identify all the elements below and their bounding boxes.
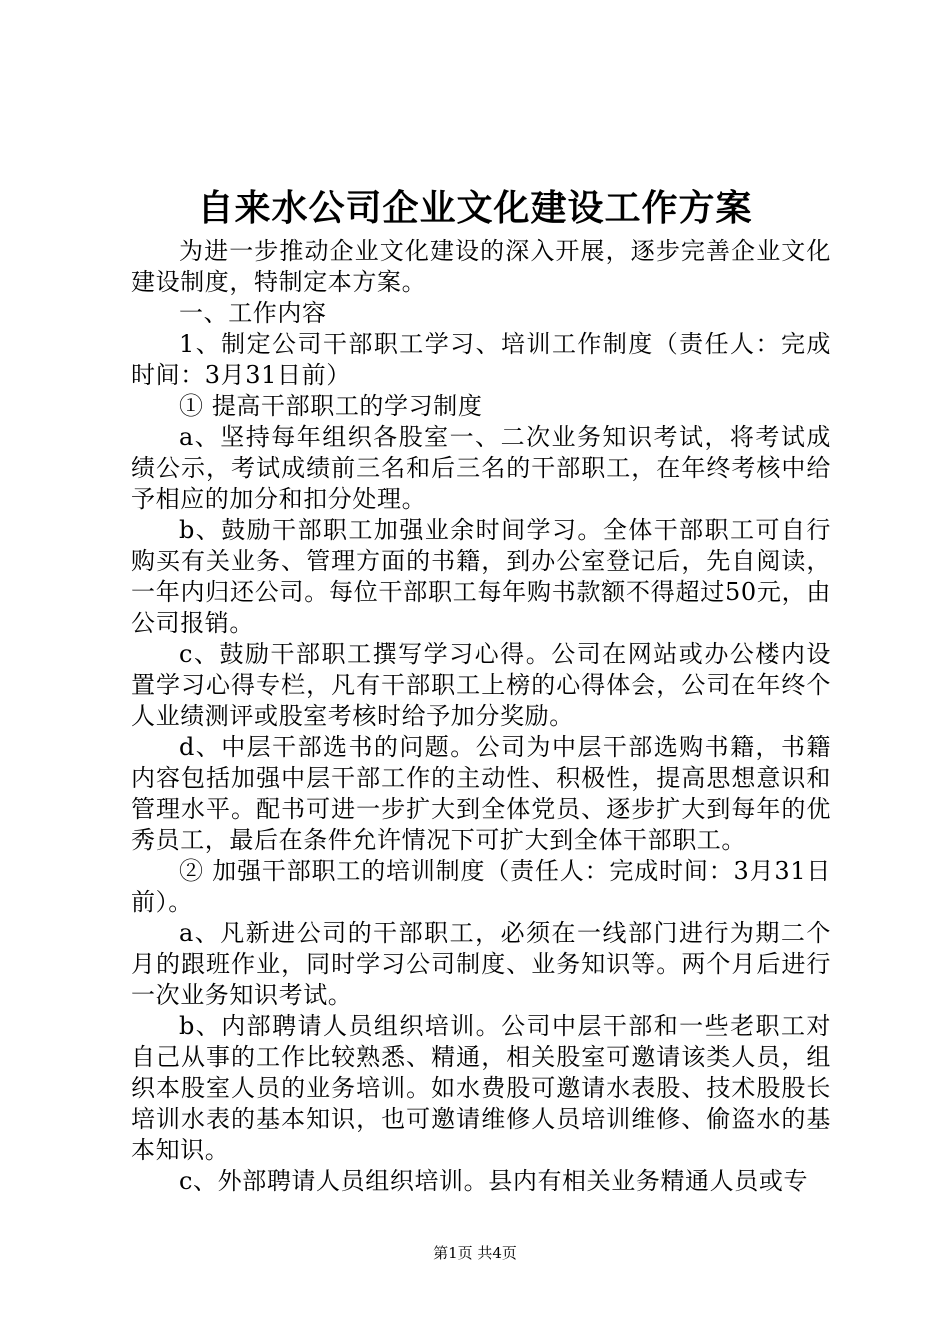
paragraph-training-a-new-staff: a、凡新进公司的干部职工，必须在一线部门进行为期二个月的跟班作业，同时学习公司制度、业务知识等。两个月后进行一次业务知识考试。: [131, 919, 831, 1009]
heading-work-content: 一、工作内容: [179, 299, 327, 327]
paragraph-item-c-notes: c、鼓励干部职工撰写学习心得。公司在网站或办公楼内设置学习心得专栏，凡有干部职工上榜的心得体会，公司在年终个人业绩测评或股室考核时给予加分奖励。: [131, 640, 831, 730]
paragraph-item-b-reading: b、鼓励干部职工加强业余时间学习。全体干部职工可自行购买有关业务、管理方面的书籍，到办公室登记后，先自阅读，一年内归还公司。每位干部职工每年购书款额不得超过50元，由公司报销。: [131, 516, 831, 637]
paragraph-training-b-internal: b、内部聘请人员组织培训。公司中层干部和一些老职工对自己从事的工作比较熟悉、精通，相关股室可邀请该类人员，组织本股室人员的业务培训。如水费股可邀请水表股、技术股股长培训水表的基本知识，也可邀请维修人员培训维修、偷盗水的基本知识。: [131, 1012, 831, 1164]
paragraph-training-c-external: c、外部聘请人员组织培训。县内有相关业务精通人员或专: [179, 1167, 809, 1195]
document-body: [131, 236, 831, 1197]
paragraph-item-d-books: d、中层干部选书的问题。公司为中层干部选购书籍，书籍内容包括加强中层干部工作的主动性、积极性，提高思想意识和管理水平。配书可进一步扩大到全体党员、逐步扩大到每年的优秀员工，最后在条件允许情况下可扩大到全体干部职工。: [131, 733, 831, 854]
page-number-footer: 第1页 共4页: [433, 1244, 517, 1262]
subheading-study-system: ① 提高干部职工的学习制度: [179, 392, 483, 420]
paragraph-intro: 为进一步推动企业文化建设的深入开展，逐步完善企业文化建设制度，特制定本方案。: [131, 237, 831, 296]
item-1-training-system: 1、制定公司干部职工学习、培训工作制度（责任人：完成时间：3月31日前）: [131, 330, 831, 389]
paragraph-item-a-exam: a、坚持每年组织各股室一、二次业务知识考试，将考试成绩公示，考试成绩前三名和后三名的干部职工，在年终考核中给予相应的加分和扣分处理。: [131, 423, 831, 513]
subheading-training-system: ② 加强干部职工的培训制度（责任人：完成时间：3月31日前）。: [131, 857, 831, 916]
document-title: 自来水公司企业文化建设工作方案: [197, 187, 753, 229]
